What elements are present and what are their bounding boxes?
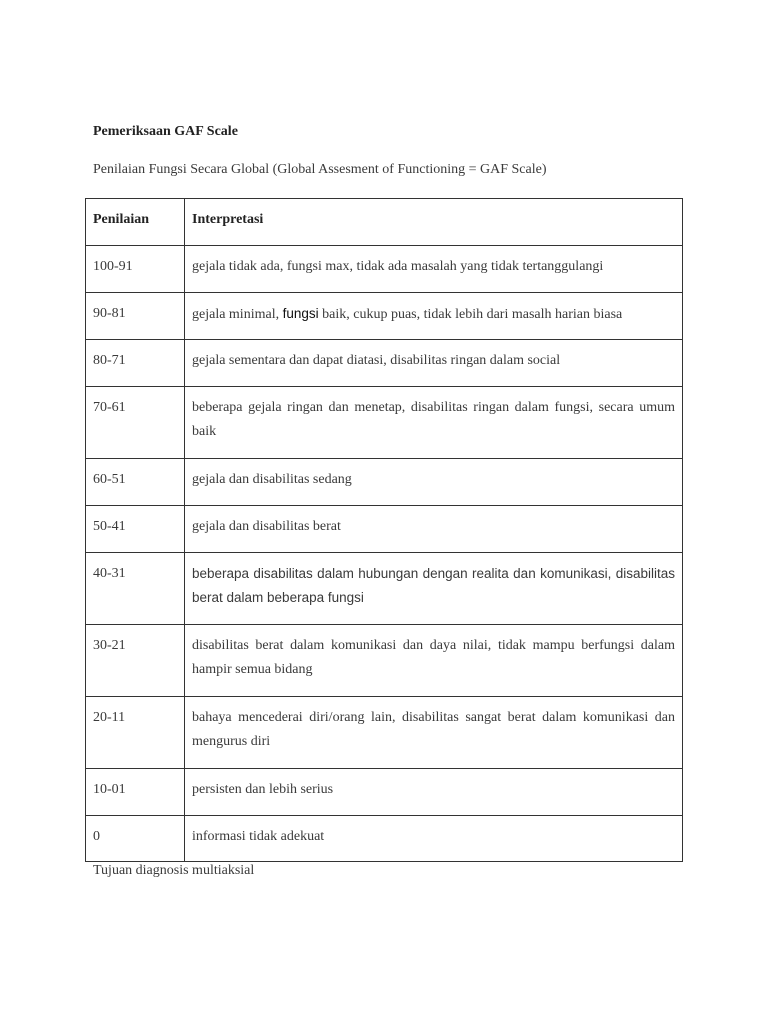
table-row [86, 246, 683, 293]
table-row [86, 769, 683, 816]
score-cell: 70-61 [86, 387, 185, 459]
header-interpretasi: Interpretasi [185, 199, 683, 246]
interpretation-text-sans: fungsi [282, 306, 319, 321]
gaf-scale-table [85, 198, 683, 862]
table-row [86, 340, 683, 387]
score-cell: 90-81 [86, 293, 185, 340]
interpretation-cell: bahaya mencederai diri/orang lain, disabilitas sangat berat dalam komunikasi dan mengurus diri [185, 697, 683, 769]
interpretation-cell: gejala dan disabilitas sedang [185, 459, 683, 506]
table-row [86, 459, 683, 506]
interpretation-cell [185, 293, 683, 340]
score-cell: 0 [86, 816, 185, 862]
interpretation-text: gejala minimal, [192, 307, 283, 322]
score-cell: 80-71 [86, 340, 185, 387]
score-cell: 50-41 [86, 506, 185, 553]
table-row [86, 697, 683, 769]
interpretation-cell: beberapa gejala ringan dan menetap, disabilitas ringan dalam fungsi, secara umum baik [185, 387, 683, 459]
interpretation-cell: gejala sementara dan dapat diatasi, disabilitas ringan dalam social [185, 340, 683, 387]
interpretation-cell: disabilitas berat dalam komunikasi dan daya nilai, tidak mampu berfungsi dalam hampir semua bidang [185, 625, 683, 697]
table-row [86, 553, 683, 625]
score-cell: 40-31 [86, 553, 185, 625]
score-cell: 100-91 [86, 246, 185, 293]
page-title: Pemeriksaan GAF Scale [93, 124, 238, 139]
score-cell: 20-11 [86, 697, 185, 769]
table-row [86, 506, 683, 553]
interpretation-text: baik, cukup puas, tidak lebih dari masalh harian biasa [318, 307, 623, 322]
interpretation-cell: informasi tidak adekuat [185, 816, 683, 862]
score-cell: 10-01 [86, 769, 185, 816]
score-cell: 60-51 [86, 459, 185, 506]
header-penilaian: Penilaian [86, 199, 185, 246]
table-row [86, 387, 683, 459]
table-header-row [86, 199, 683, 246]
page-subtitle: Penilaian Fungsi Secara Global (Global Assesment of Functioning = GAF Scale) [93, 162, 547, 177]
interpretation-cell: persisten dan lebih serius [185, 769, 683, 816]
table-row [86, 625, 683, 697]
score-cell: 30-21 [86, 625, 185, 697]
interpretation-cell: beberapa disabilitas dalam hubungan dengan realita dan komunikasi, disabilitas berat dalam beberapa fungsi [185, 553, 683, 625]
interpretation-cell: gejala dan disabilitas berat [185, 506, 683, 553]
table-row [86, 293, 683, 340]
table-row [86, 816, 683, 862]
footer-text: Tujuan diagnosis multiaksial [93, 863, 255, 878]
interpretation-cell: gejala tidak ada, fungsi max, tidak ada masalah yang tidak tertanggulangi [185, 246, 683, 293]
